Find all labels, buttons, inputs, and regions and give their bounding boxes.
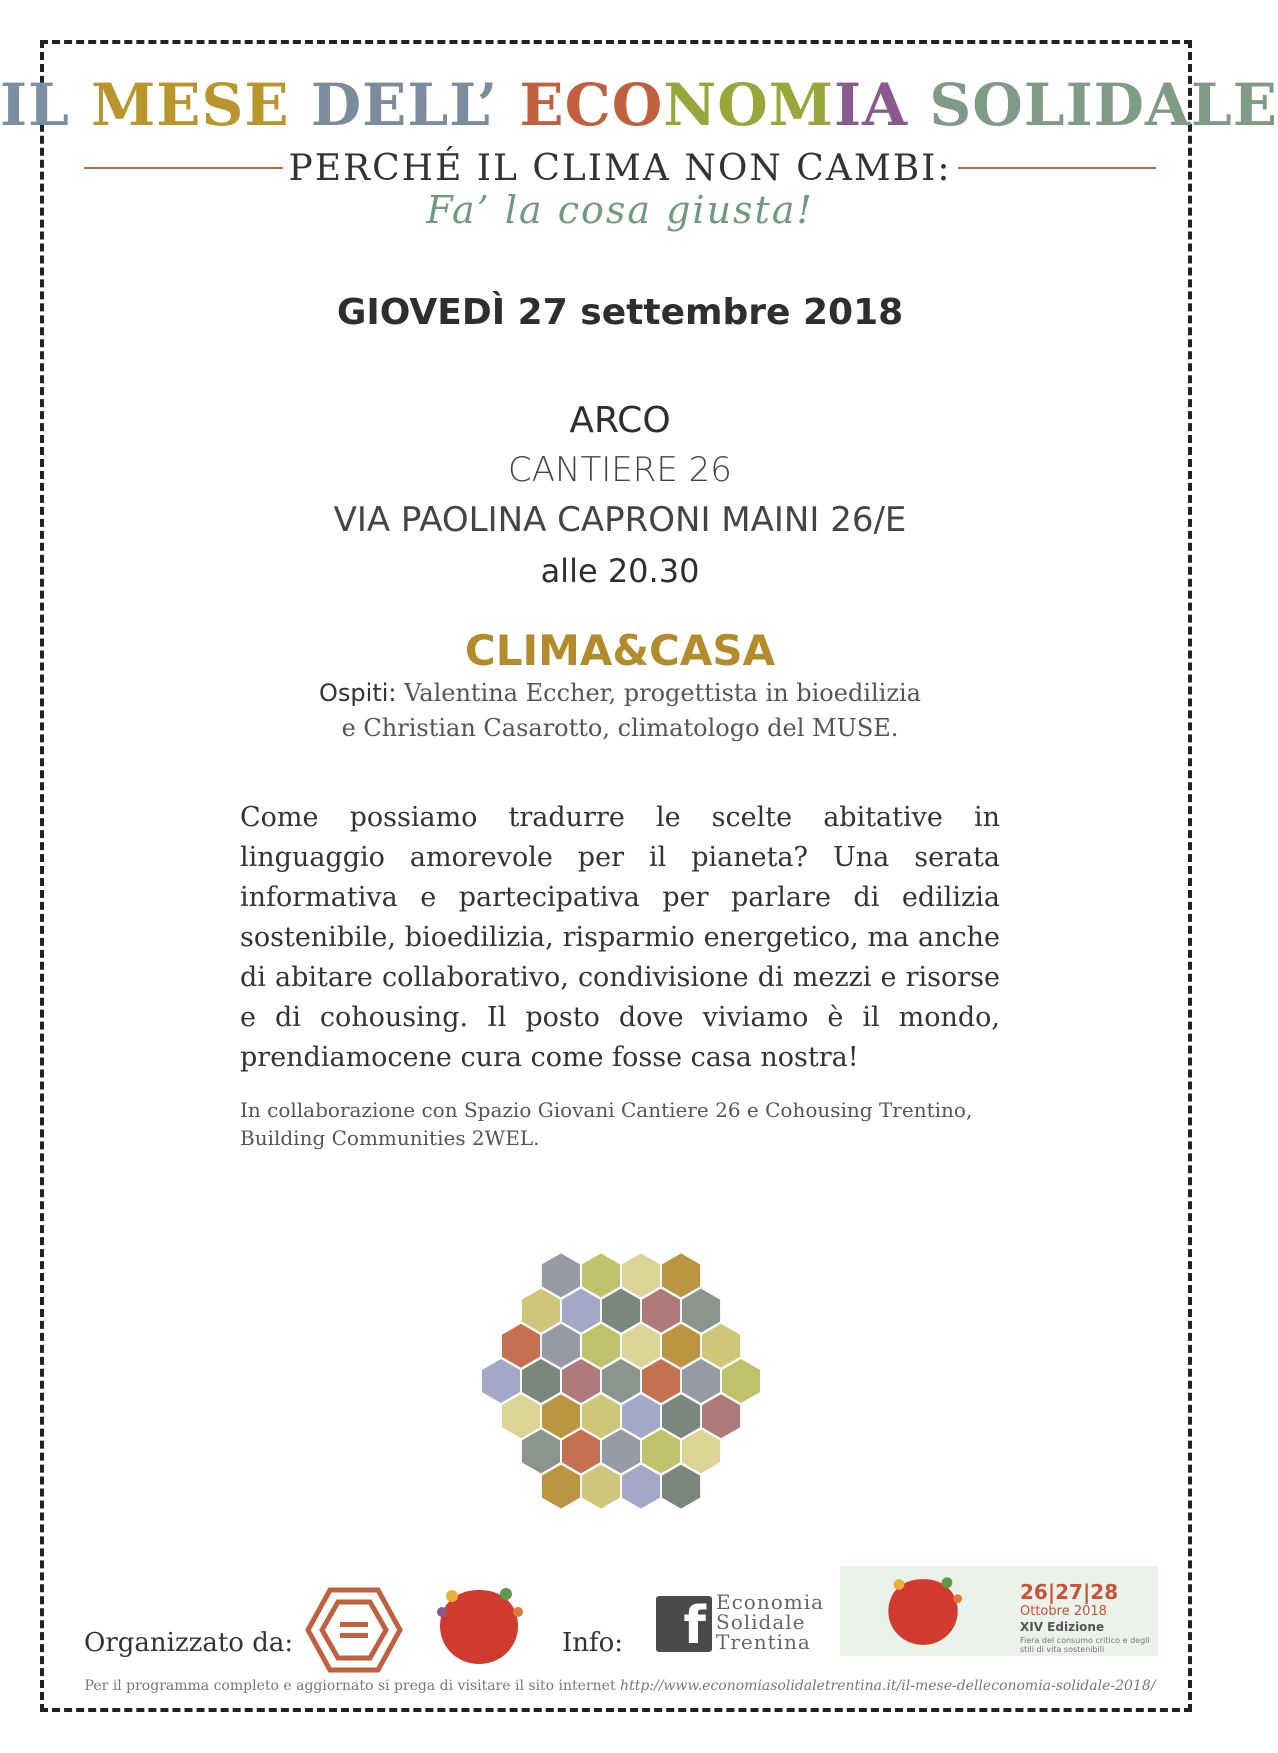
hexagon-tile [682, 1359, 720, 1403]
hexagon-tile [562, 1289, 600, 1333]
hexagon-tile [582, 1324, 620, 1368]
fair-month: Ottobre 2018 [1020, 1604, 1107, 1619]
fair-edition: XIV Edizione [1020, 1620, 1105, 1634]
facebook-page-name[interactable] [716, 1592, 824, 1652]
hexagon-tile [562, 1429, 600, 1473]
title-word: ECO [519, 71, 664, 139]
title-word: IL [0, 71, 92, 139]
hexagon-tile [602, 1289, 640, 1333]
hexagon-tile [602, 1429, 640, 1473]
hexagon-tile [502, 1324, 540, 1368]
economia-solidale-logo [306, 1588, 402, 1672]
organized-by-label: Organizzato da: [84, 1628, 294, 1658]
tagline: Fa’ la cosa giusta! [426, 188, 814, 232]
page-title [0, 70, 1278, 140]
hexagon-tile [662, 1253, 700, 1297]
facebook-name-line-2: Solidale [716, 1610, 806, 1634]
fa-la-cosa-giusta-logo [434, 1582, 524, 1672]
hexagon-tile [582, 1394, 620, 1438]
hexagon-tile [622, 1253, 660, 1297]
info-label: Info: [562, 1628, 624, 1658]
footer-note-text: Per il programma completo e aggiornato si prega di visitare il sito internet [84, 1678, 616, 1694]
fair-dates: 26|27|28 [1020, 1580, 1119, 1604]
event-description: Come possiamo tradurre le scelte abitative in linguaggio amorevole per il pianeta? Una serata informativa e partecipativa per parlare di edilizia sostenibile, bioedilizia, risparmio energetico, ma anche di abitare collaborativo, condivisione di mezzi e risorse e di cohousing. Il posto dove viviamo è il mondo, prendiamocene cura come fosse casa nostra! [240, 802, 1000, 1073]
footer-url-link[interactable]: http://www.economiasolidaletrentina.it/il-mese-delleconomia-solidale-2018/ [620, 1678, 1156, 1694]
event-date: GIOVEDÌ 27 settembre 2018 [336, 292, 904, 333]
collaboration-note: In collaborazione con Spazio Giovani Cantiere 26 e Cohousing Trentino, Building Communities 2WEL. [240, 1098, 973, 1150]
guests-names-1: Valentina Eccher, progettista in bioedilizia [404, 679, 921, 707]
title-word: DELL’ [310, 71, 520, 139]
facebook-glyph: f [683, 1596, 706, 1656]
fair-logo [880, 1572, 966, 1652]
guests-names-2: e Christian Casarotto, climatologo del MUSE. [341, 714, 899, 742]
fair-description: Fiera del consumo critico e degli stili di vita sostenibili [1020, 1636, 1150, 1654]
event-city: ARCO [569, 400, 671, 441]
hexagon-tile [522, 1289, 560, 1333]
hexagon-tile [642, 1429, 680, 1473]
subtitle-row [84, 146, 1156, 190]
hexagon-tile [622, 1394, 660, 1438]
hexagon-tile [562, 1359, 600, 1403]
event-venue: CANTIERE 26 [508, 450, 732, 490]
event-title: CLIMA&CASA [464, 626, 776, 675]
facebook-name-line-3: Trentina [716, 1630, 811, 1654]
facebook-name-line-1: Economia [716, 1590, 825, 1614]
event-address: VIA PAOLINA CAPRONI MAINI 26/E [333, 500, 907, 540]
hexagon-tile [602, 1359, 640, 1403]
guests-label: Ospiti: [319, 679, 397, 707]
hexagon-tile [662, 1324, 700, 1368]
hexagon-tile [662, 1394, 700, 1438]
guests-line-1 [0, 676, 1240, 711]
hexagon-tile [642, 1289, 680, 1333]
hexagon-tile [502, 1394, 540, 1438]
hexagon-tile [582, 1253, 620, 1297]
left-rule [84, 167, 283, 169]
fair-banner [840, 1566, 1158, 1656]
hexagon-tile [682, 1289, 720, 1333]
hexagon-tile [542, 1324, 580, 1368]
hexagon-tile [482, 1359, 520, 1403]
hexagon-mosaic-logo [456, 1216, 786, 1546]
guests [0, 676, 1240, 746]
hexagon-tile [622, 1465, 660, 1509]
hexagon-tile [582, 1465, 620, 1509]
title-word: MESE [91, 71, 311, 139]
facebook-icon[interactable] [656, 1596, 712, 1656]
hexagon-tile [702, 1394, 740, 1438]
title-word: SOLIDALE [929, 71, 1278, 139]
hexagon-tile [542, 1253, 580, 1297]
hexagon-tile [522, 1429, 560, 1473]
right-rule [958, 167, 1157, 169]
hexagon-tile [542, 1465, 580, 1509]
hexagon-tile [722, 1359, 760, 1403]
footer-note [0, 1678, 1240, 1694]
hexagon-tile [622, 1324, 660, 1368]
title-word: IA [834, 71, 930, 139]
hexagon-tile [522, 1359, 560, 1403]
hexagon-tile [702, 1324, 740, 1368]
title-word: NOM [663, 71, 835, 139]
hexagon-tile [542, 1394, 580, 1438]
hexagon-tile [682, 1429, 720, 1473]
hexagon-tile [642, 1359, 680, 1403]
subtitle: PERCHÉ IL CLIMA NON CAMBI: [288, 147, 952, 189]
event-time: alle 20.30 [540, 552, 700, 590]
hexagon-tile [662, 1465, 700, 1509]
